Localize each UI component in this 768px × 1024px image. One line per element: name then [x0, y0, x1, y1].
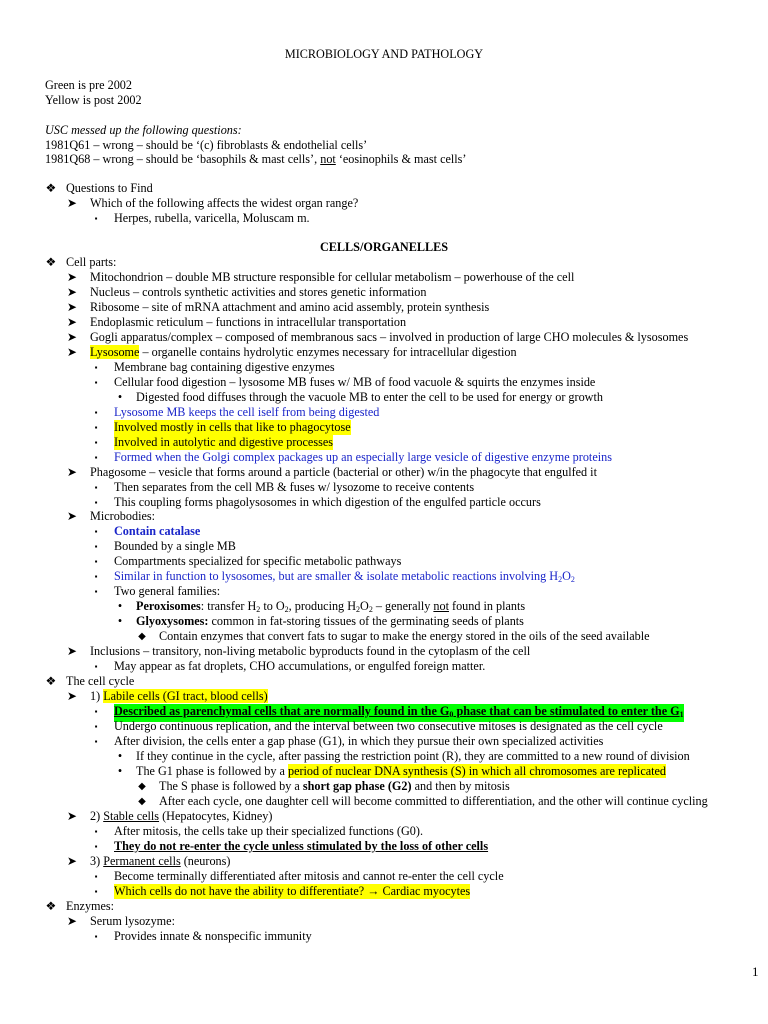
arrow-bullet-icon: ➤ — [66, 330, 78, 344]
square-bullet-icon: ▪ — [94, 842, 98, 851]
arrow-bullet-icon: ➤ — [66, 465, 78, 479]
diamond-bullet-icon: ❖ — [45, 674, 57, 688]
square-bullet-icon: ▪ — [94, 707, 98, 716]
square-bullet-icon: ▪ — [94, 527, 98, 536]
square-bullet-icon: ▪ — [94, 587, 98, 596]
dot-bullet-icon: • — [117, 749, 123, 763]
section-heading: CELLS/ORGANELLES — [319, 240, 448, 254]
dot-bullet-icon: • — [117, 614, 123, 628]
square-bullet-icon: ▪ — [94, 214, 98, 223]
diamond-bullet-icon: ❖ — [45, 181, 57, 195]
square-bullet-icon: ▪ — [94, 557, 98, 566]
square-bullet-icon: ▪ — [94, 483, 98, 492]
page-number: 1 — [752, 964, 759, 979]
square-bullet-icon: ▪ — [94, 498, 98, 507]
arrow-bullet-icon: ➤ — [66, 345, 78, 359]
square-bullet-icon: ▪ — [94, 408, 98, 417]
dot-bullet-icon: • — [117, 764, 123, 778]
arrow-bullet-icon: ➤ — [66, 196, 78, 210]
arrow-bullet-icon: ➤ — [66, 854, 78, 868]
diamond-small-bullet-icon: ◆ — [138, 781, 146, 792]
square-bullet-icon: ▪ — [94, 542, 98, 551]
arrow-bullet-icon: ➤ — [66, 644, 78, 658]
square-bullet-icon: ▪ — [94, 887, 98, 896]
diamond-small-bullet-icon: ◆ — [138, 796, 146, 807]
arrow-bullet-icon: ➤ — [66, 270, 78, 284]
arrow-bullet-icon: ➤ — [66, 809, 78, 823]
square-bullet-icon: ▪ — [94, 423, 98, 432]
square-bullet-icon: ▪ — [94, 872, 98, 881]
page-title: MICROBIOLOGY AND PATHOLOGY — [284, 47, 484, 61]
square-bullet-icon: ▪ — [94, 363, 98, 372]
square-bullet-icon: ▪ — [94, 662, 98, 671]
square-bullet-icon: ▪ — [94, 572, 98, 581]
square-bullet-icon: ▪ — [94, 932, 98, 941]
dot-bullet-icon: • — [117, 599, 123, 613]
square-bullet-icon: ▪ — [94, 453, 98, 462]
square-bullet-icon: ▪ — [94, 378, 98, 387]
diamond-bullet-icon: ❖ — [45, 899, 57, 913]
square-bullet-icon: ▪ — [94, 438, 98, 447]
arrow-bullet-icon: ➤ — [66, 300, 78, 314]
document-page: MICROBIOLOGY AND PATHOLOGY Green is pre 2002 Yellow is post 2002 USC messed up the following questions: 1981Q61 – wrong – should be ‘(c) fibroblasts & endothelial cells’ 1981Q68 – wrong – should be ‘basophils & mast cells’, not ‘eosinophils & mast cells’ ❖ Questions to Find ➤ Which of the following affects the widest organ range? ▪ Herpes, rubella, varicella, Moluscam m. CELLS/ORGANELLES ❖ Cell parts: ➤ Mitochondrion – double MB structure responsible for cellular metabolism – powerhouse of the cell ➤ Nucleus – controls synthetic activities and stores genetic information ➤ Ribosome – site of mRNA attachment and amino acid assembly, protein synthesis ➤ Endoplasmic reticulum – functions in intracellular transportation ➤ Gogli apparatus/complex – composed of membranous sacs – involved in production of large CHO molecules & lysosomes ➤ Lysosome – organelle contains hydrolytic enzymes necessary for intracellular digestion ▪ Membrane bag containing digestive enzymes ▪ Cellular food digestion – lysosome MB fuses w/ MB of food vacuole & squirts the enzymes inside • Digested food diffuses through the vacuole MB to enter the cell to be used for energy or growth ▪ Lysosome MB keeps the cell iself from being digested ▪ Involved mostly in cells that like to phagocytose ▪ Involved in autolytic and digestive processes ▪ Formed when the Golgi complex packages up an especially large vesicle of digestive enzyme proteins ➤ Phagosome – vesicle that forms around a particle (bacterial or other) w/in the phagocyte that engulfed it ▪ Then separates from the cell MB & fuses w/ lysozome to receive contents ▪ This coupling forms phagolysosomes in which digestion of the engulfed particle occurs ➤ Microbodies: ▪ Contain catalase ▪ Bounded by a single MB ▪ Compartments specialized for specific metabolic pathways ▪ Similar in function to lysosomes, but are smaller & isolate metabolic reactions involving $H_2O_2$ ▪ Two general families: • Peroxisomes: transfer $H_2$ to $O_2$, producing $H_2O_2$ – generally not found in plants • Glyoxysomes: common in fat-storing tissues of the germinating seeds of plants ◆ Contain enzymes that convert fats to sugar to make the energy stored in the oils of the seed available ➤ Inclusions – transitory, non-living metabolic byproducts found in the cytoplasm of the cell ▪ May appear as fat droplets, CHO accumulations, or engulfed foreign matter. ❖ The cell cycle ➤ 1) Labile cells (GI tract, blood cells) ▪ Described as parenchymal cells that are normally found in the $G_0$ phase that can be stimulated to enter the $G_1$ ▪ Undergo continuous replication, and the interval between two consecutive mitoses is designated as the cell cycle ▪ After division, the cells enter a gap phase (G1), in which they pursue their own specialized activities • If they continue in the cycle, after passing the restriction point (R), they are committed to a new round of division • The G1 phase is followed by a period of nuclear DNA synthesis (S) in which all chromosomes are replicated ◆ The S phase is followed by a short gap phase (G2) and then by mitosis ◆ After each cycle, one daughter cell will become committed to differentiation, and the other will continue cycling ➤ 2) Stable cells (Hepatocytes, Kidney) ▪ After mitosis, the cells take up their specialized functions (G0). ▪ They do not re-enter the cycle unless stimulated by the loss of other cells ➤ 3) Permanent cells (neurons) ▪ Become terminally differentiated after mitosis and cannot re-enter the cell cycle ▪ Which cells do not have the ability to differentiate? → Cardiac myocytes ❖ Enzymes: ➤ Serum lysozyme: ▪ Provides innate & nonspecific immunity 1 — [0, 0, 768, 1024]
square-bullet-icon: ▪ — [94, 722, 98, 731]
diamond-bullet-icon: ❖ — [45, 255, 57, 269]
arrow-bullet-icon: ➤ — [66, 509, 78, 523]
arrow-bullet-icon: ➤ — [66, 285, 78, 299]
arrow-bullet-icon: ➤ — [66, 689, 78, 703]
arrow-bullet-icon: ➤ — [66, 315, 78, 329]
diamond-small-bullet-icon: ◆ — [138, 631, 146, 642]
dot-bullet-icon: • — [117, 390, 123, 404]
square-bullet-icon: ▪ — [94, 737, 98, 746]
arrow-bullet-icon: ➤ — [66, 914, 78, 928]
square-bullet-icon: ▪ — [94, 827, 98, 836]
